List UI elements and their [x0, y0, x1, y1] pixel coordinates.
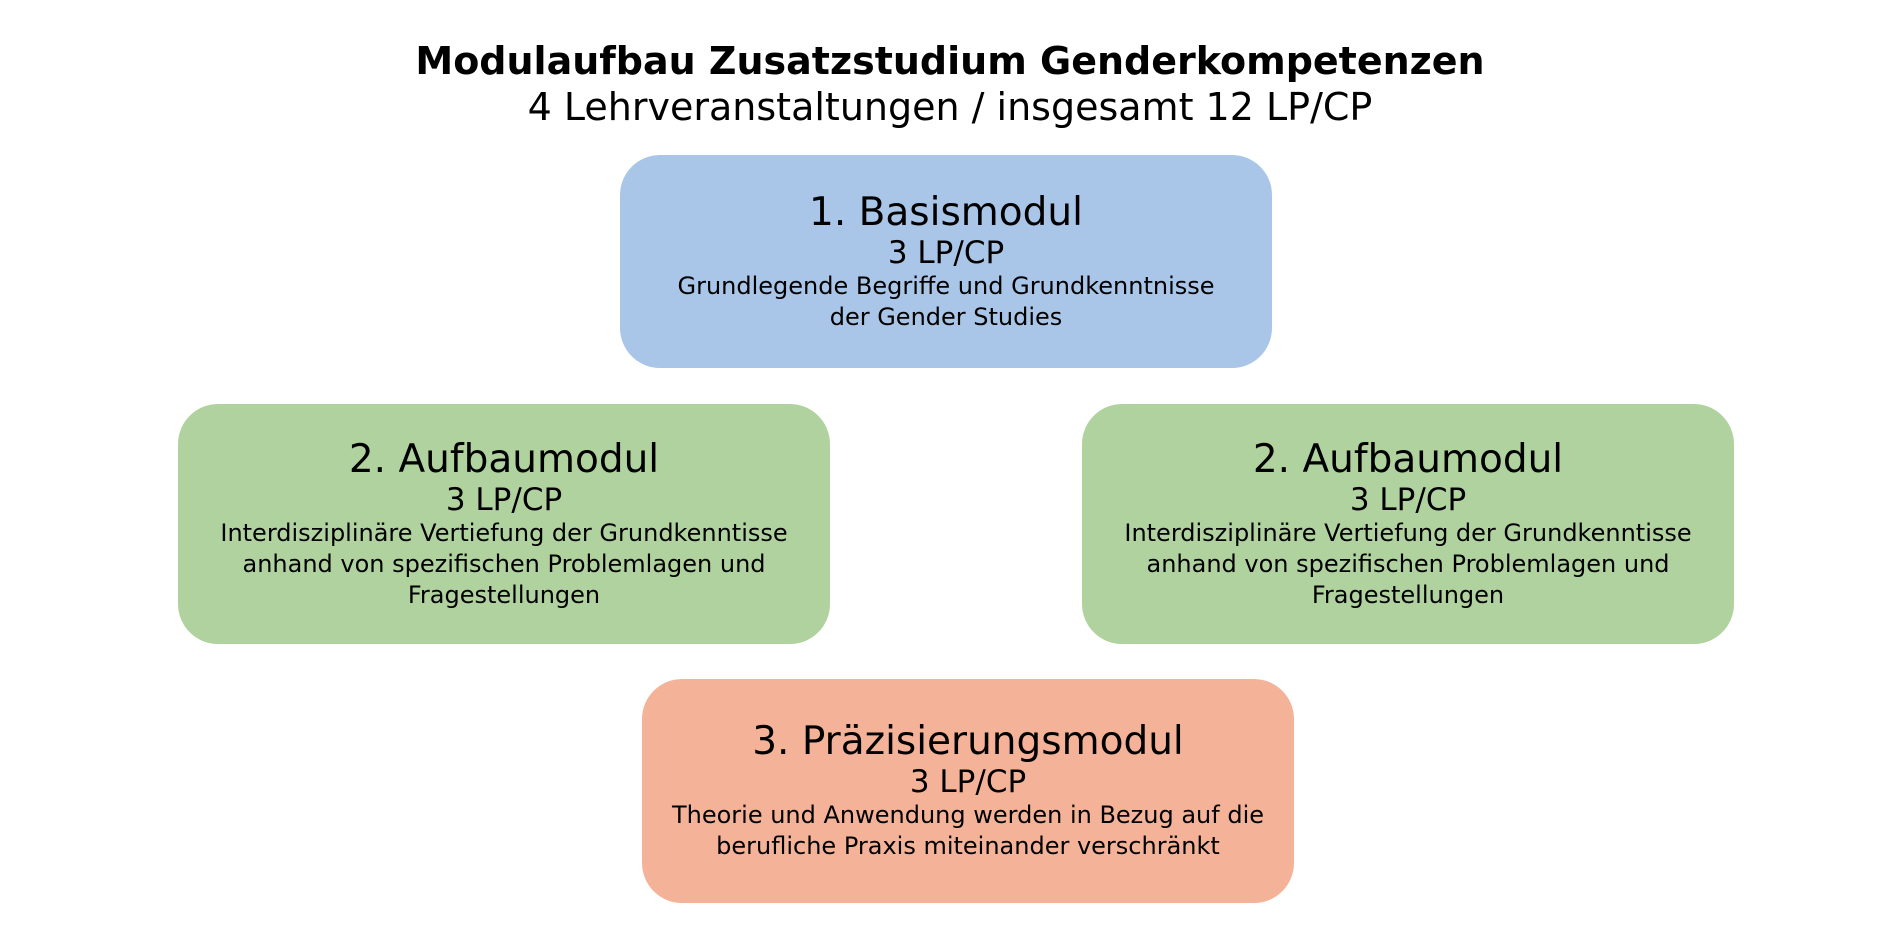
- module-description: Theorie und Anwendung werden in Bezug auf die berufliche Praxis miteinander verschränkt: [671, 801, 1265, 860]
- diagram-header: [0, 38, 1900, 130]
- module-credits: 3 LP/CP: [909, 764, 1027, 800]
- module-description: Grundlegende Begriffe und Grundkenntnisse der Gender Studies: [677, 271, 1215, 331]
- module-title: 2. Aufbaumodul: [1252, 436, 1564, 482]
- module-description: Interdisziplinäre Vertiefung der Grundkenntisse anhand von spezifischen Problemlagen und Fragestellungen: [1124, 518, 1692, 609]
- diagram-subtitle: 4 Lehrveranstaltungen / insgesamt 12 LP/CP: [527, 85, 1373, 129]
- module-credits: 3 LP/CP: [887, 234, 1005, 271]
- module-title: 3. Präzisierungsmodul: [752, 719, 1184, 764]
- module-box-basismodul: [620, 155, 1272, 368]
- module-credits: 3 LP/CP: [445, 481, 563, 518]
- module-description: Interdisziplinäre Vertiefung der Grundkenntisse anhand von spezifischen Problemlagen und Fragestellungen: [220, 518, 788, 609]
- module-title: 2. Aufbaumodul: [348, 436, 660, 482]
- module-box-aufbaumodul-left: [178, 404, 830, 644]
- module-box-praezisierungsmodul: [642, 679, 1294, 903]
- module-title: 1. Basismodul: [809, 189, 1083, 235]
- module-box-aufbaumodul-right: [1082, 404, 1734, 644]
- diagram-title: Modulaufbau Zusatzstudium Genderkompetenzen: [415, 39, 1485, 83]
- module-credits: 3 LP/CP: [1349, 481, 1467, 518]
